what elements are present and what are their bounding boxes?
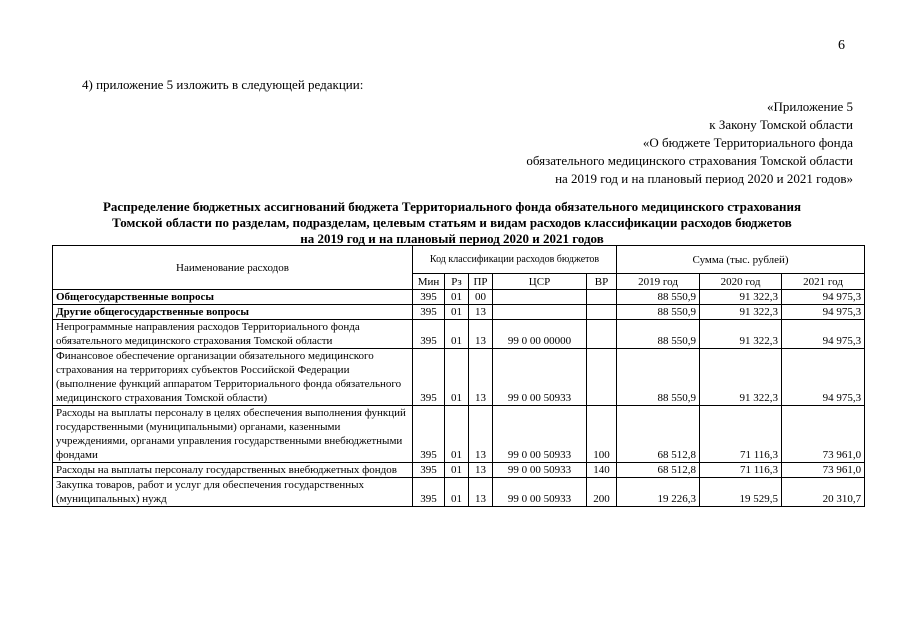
cell-y2019: 88 550,9 xyxy=(617,320,700,349)
header-code-group: Код классификации расходов бюджетов xyxy=(413,246,617,274)
cell-min: 395 xyxy=(413,406,445,463)
cell-y2020: 91 322,3 xyxy=(700,305,782,320)
cell-y2021: 20 310,7 xyxy=(782,478,865,507)
cell-y2019: 19 226,3 xyxy=(617,478,700,507)
cell-y2020: 71 116,3 xyxy=(700,406,782,463)
header-sum-group: Сумма (тыс. рублей) xyxy=(617,246,865,274)
table-row xyxy=(53,305,865,320)
cell-vr xyxy=(587,290,617,305)
cell-rz: 01 xyxy=(445,349,469,406)
table-row xyxy=(53,349,865,406)
cell-name: Общегосударственные вопросы xyxy=(53,290,413,305)
cell-y2020: 19 529,5 xyxy=(700,478,782,507)
appendix-line: «Приложение 5 xyxy=(766,99,853,114)
cell-min: 395 xyxy=(413,305,445,320)
header-2021: 2021 год xyxy=(782,274,865,290)
cell-min: 395 xyxy=(413,478,445,507)
table-row xyxy=(53,320,865,349)
title-line: на 2019 год и на плановый период 2020 и 2021 годов xyxy=(300,231,604,246)
cell-y2021: 94 975,3 xyxy=(782,305,865,320)
cell-y2019: 68 512,8 xyxy=(617,406,700,463)
cell-csr xyxy=(493,290,587,305)
appendix-line: к Закону Томской области xyxy=(709,117,853,132)
budget-table xyxy=(52,245,865,507)
cell-name: Другие общегосударственные вопросы xyxy=(53,305,413,320)
cell-y2021: 73 961,0 xyxy=(782,406,865,463)
cell-name: Расходы на выплаты персоналу государственных внебюджетных фондов xyxy=(53,463,413,478)
cell-y2020: 71 116,3 xyxy=(700,463,782,478)
page-number: 6 xyxy=(838,38,845,53)
cell-min: 395 xyxy=(413,320,445,349)
cell-vr xyxy=(587,305,617,320)
cell-vr: 140 xyxy=(587,463,617,478)
appendix-header xyxy=(526,98,853,188)
header-2019: 2019 год xyxy=(617,274,700,290)
cell-vr: 100 xyxy=(587,406,617,463)
cell-csr: 99 0 00 00000 xyxy=(493,320,587,349)
cell-pr: 13 xyxy=(469,305,493,320)
cell-pr: 00 xyxy=(469,290,493,305)
header-2020: 2020 год xyxy=(700,274,782,290)
cell-csr: 99 0 00 50933 xyxy=(493,406,587,463)
cell-pr: 13 xyxy=(469,349,493,406)
cell-y2020: 91 322,3 xyxy=(700,290,782,305)
header-min: Мин xyxy=(413,274,445,290)
cell-min: 395 xyxy=(413,290,445,305)
document-title xyxy=(52,199,852,247)
cell-y2021: 94 975,3 xyxy=(782,320,865,349)
appendix-line: «О бюджете Территориального фонда xyxy=(642,135,853,150)
cell-y2019: 88 550,9 xyxy=(617,305,700,320)
appendix-line: на 2019 год и на плановый период 2020 и 2021 годов» xyxy=(555,171,853,186)
header-csr: ЦСР xyxy=(493,274,587,290)
cell-rz: 01 xyxy=(445,463,469,478)
cell-y2020: 91 322,3 xyxy=(700,320,782,349)
table-row xyxy=(53,478,865,507)
cell-vr xyxy=(587,320,617,349)
cell-csr: 99 0 00 50933 xyxy=(493,478,587,507)
cell-pr: 13 xyxy=(469,478,493,507)
title-line: Томской области по разделам, подразделам, целевым статьям и видам расходов классификации расходов бюджетов xyxy=(112,215,792,230)
cell-vr xyxy=(587,349,617,406)
intro-text: 4) приложение 5 изложить в следующей редакции: xyxy=(82,77,364,92)
cell-y2021: 94 975,3 xyxy=(782,349,865,406)
appendix-line: обязательного медицинского страхования Томской области xyxy=(526,153,853,168)
cell-rz: 01 xyxy=(445,305,469,320)
cell-rz: 01 xyxy=(445,478,469,507)
cell-csr: 99 0 00 50933 xyxy=(493,463,587,478)
cell-y2019: 68 512,8 xyxy=(617,463,700,478)
cell-rz: 01 xyxy=(445,406,469,463)
cell-min: 395 xyxy=(413,349,445,406)
table-row xyxy=(53,290,865,305)
cell-name: Расходы на выплаты персоналу в целях обеспечения выполнения функций государственными (муниципальными) органами, казенными учреждениями, органами управления государственными внебюджетными фондами xyxy=(53,406,413,463)
header-pr: ПР xyxy=(469,274,493,290)
title-line: Распределение бюджетных ассигнований бюджета Территориального фонда обязательного медицинского страхования xyxy=(102,199,802,214)
cell-y2019: 88 550,9 xyxy=(617,349,700,406)
header-rz: Рз xyxy=(445,274,469,290)
cell-y2019: 88 550,9 xyxy=(617,290,700,305)
header-vr: ВР xyxy=(587,274,617,290)
cell-pr: 13 xyxy=(469,463,493,478)
cell-y2021: 73 961,0 xyxy=(782,463,865,478)
table-row xyxy=(53,406,865,463)
cell-min: 395 xyxy=(413,463,445,478)
cell-vr: 200 xyxy=(587,478,617,507)
cell-rz: 01 xyxy=(445,320,469,349)
cell-csr xyxy=(493,305,587,320)
cell-csr: 99 0 00 50933 xyxy=(493,349,587,406)
cell-pr: 13 xyxy=(469,406,493,463)
table-row xyxy=(53,463,865,478)
cell-y2020: 91 322,3 xyxy=(700,349,782,406)
cell-name: Закупка товаров, работ и услуг для обеспечения государственных (муниципальных) нужд xyxy=(53,478,413,507)
cell-y2021: 94 975,3 xyxy=(782,290,865,305)
cell-name: Непрограммные направления расходов Территориального фонда обязательного медицинского страхования Томской области xyxy=(53,320,413,349)
cell-pr: 13 xyxy=(469,320,493,349)
cell-name: Финансовое обеспечение организации обязательного медицинского страхования на территориях субъектов Российской Федерации (выполнение функций аппаратом Территориального фонда обязательного медицинского страхования Томской области) xyxy=(53,349,413,406)
header-name: Наименование расходов xyxy=(53,246,413,290)
cell-rz: 01 xyxy=(445,290,469,305)
